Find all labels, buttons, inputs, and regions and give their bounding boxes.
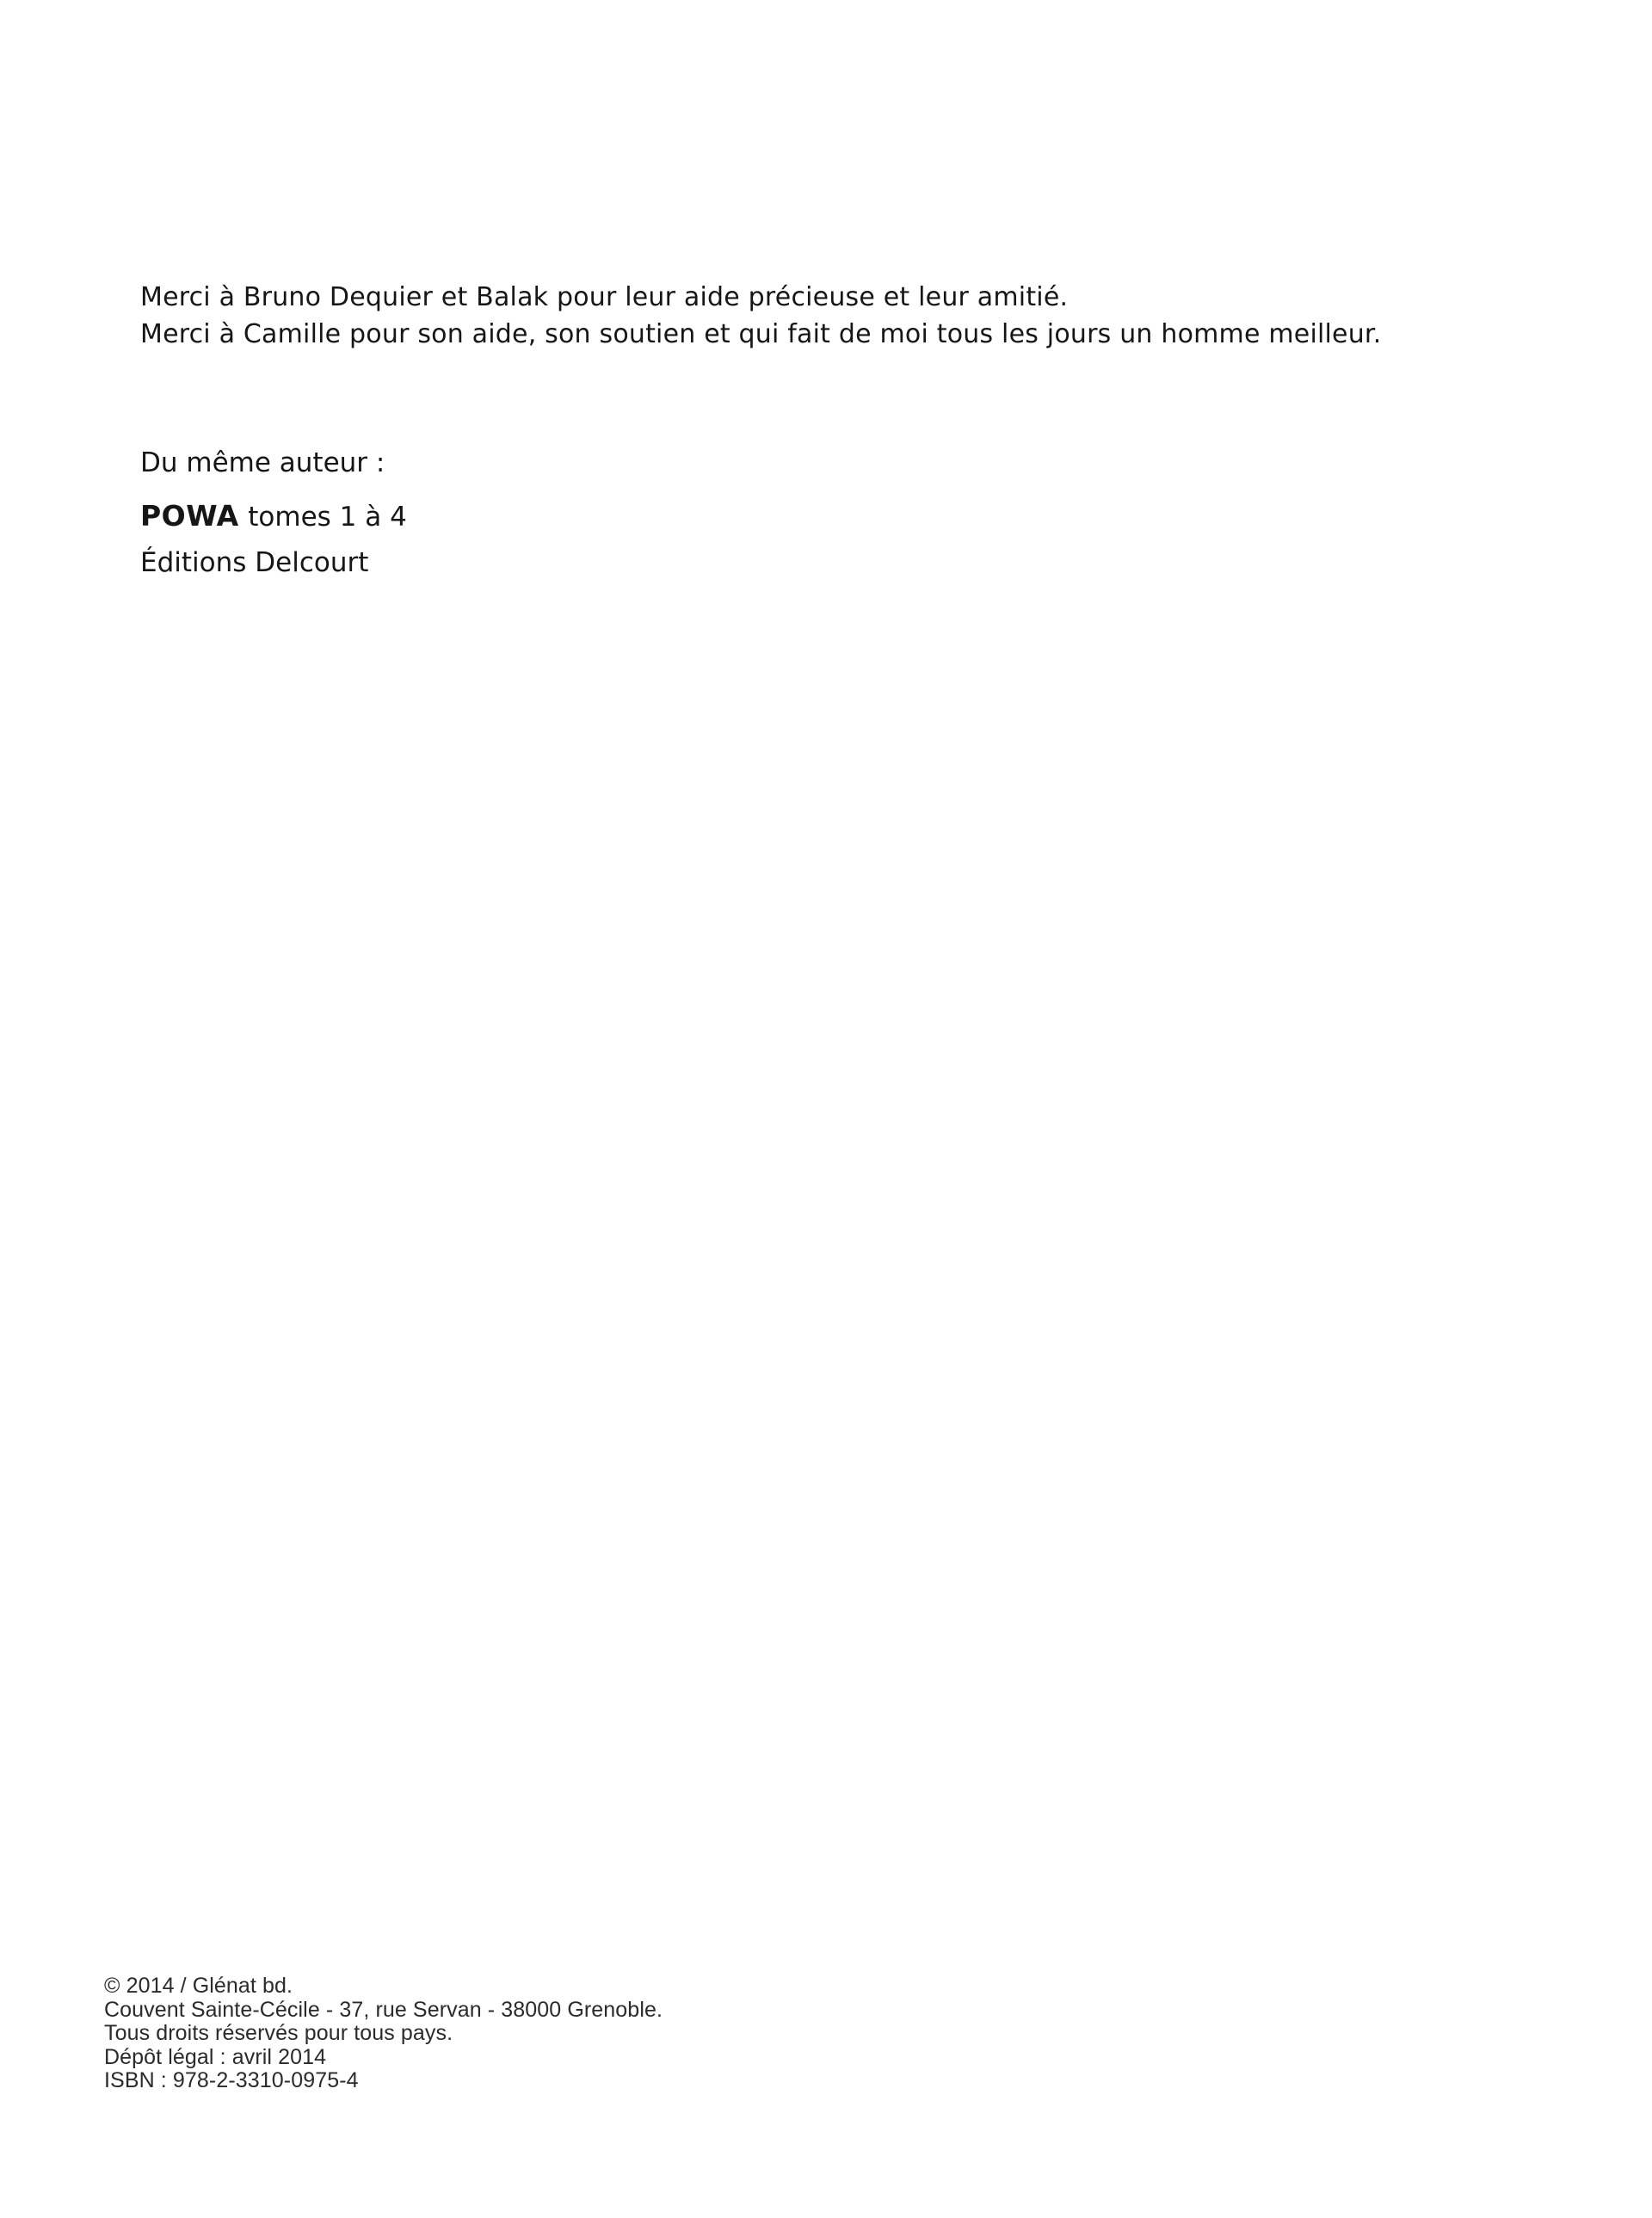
legal-deposit-line: Dépôt légal : avril 2014 xyxy=(104,2044,327,2069)
work-detail: tomes 1 à 4 xyxy=(248,502,407,533)
publisher-line: Éditions Delcourt xyxy=(140,547,369,578)
same-author-heading: Du même auteur : xyxy=(140,447,385,478)
copyright-line: © 2014 / Glénat bd. xyxy=(104,1974,293,1998)
rights-line: Tous droits réservés pour tous pays. xyxy=(104,2021,453,2046)
work-title: POWA xyxy=(140,499,239,533)
imprint-block xyxy=(104,1975,663,2093)
same-author-block xyxy=(140,447,407,578)
acknowledgement-line-1: Merci à Bruno Dequier et Balak pour leur aide précieuse et leur amitié. xyxy=(140,282,1069,312)
work-line xyxy=(140,499,407,533)
acknowledgements-block xyxy=(140,279,1381,353)
address-line: Couvent Sainte-Cécile - 37, rue Servan - 38000 Grenoble. xyxy=(104,1997,663,2022)
acknowledgement-line-2: Merci à Camille pour son aide, son soutien et qui fait de moi tous les jours un homme meilleur. xyxy=(140,319,1382,349)
isbn-line: ISBN : 978-2-3310-0975-4 xyxy=(104,2068,359,2093)
